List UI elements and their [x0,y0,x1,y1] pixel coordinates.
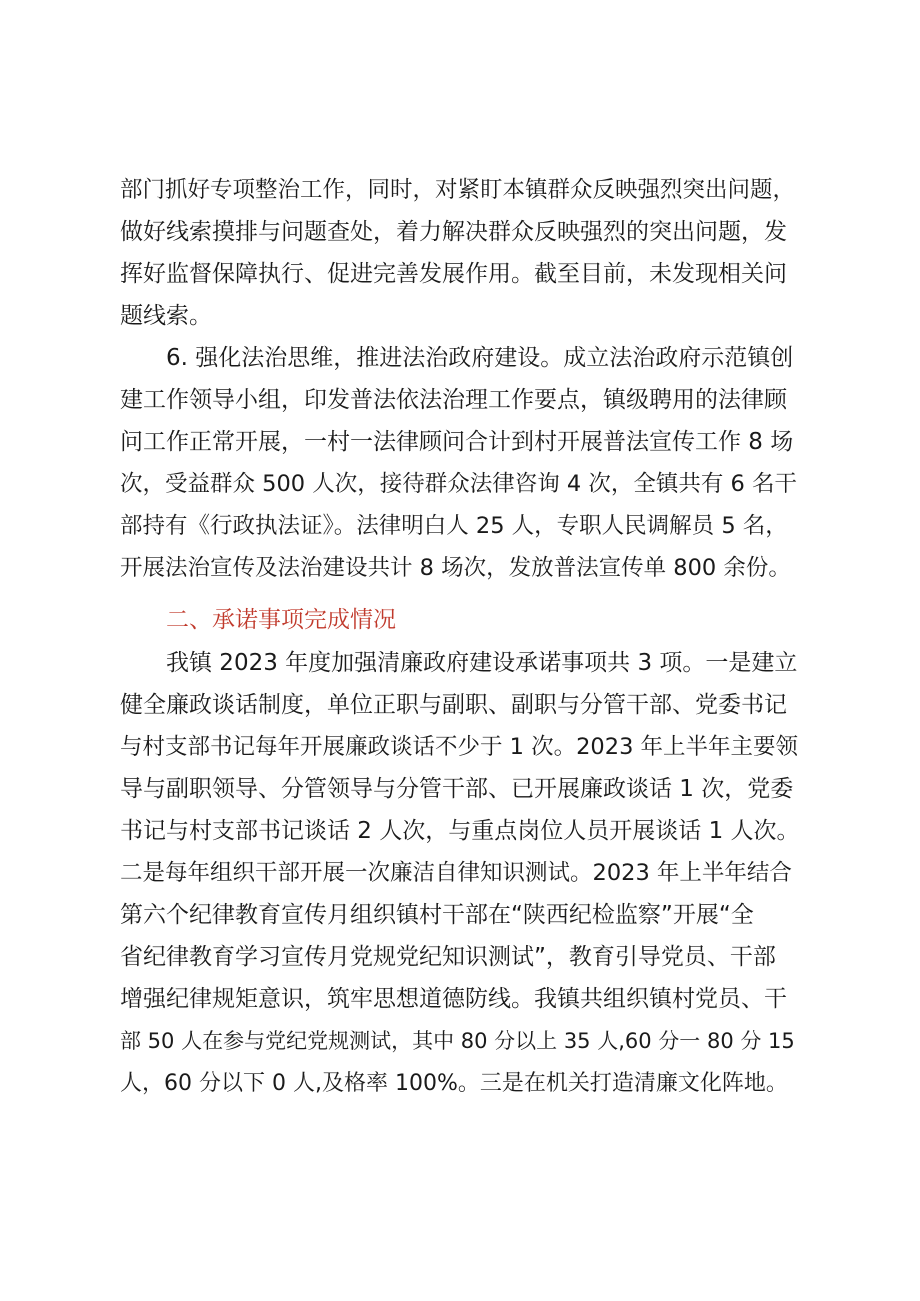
text-line: 省纪律教育学习宣传月党规党纪知识测试”，教育引导党员、干部 [120,944,776,970]
text-line: 二是每年组织干部开展一次廉洁自律知识测试。2023 年上半年结合 [120,860,792,886]
text-line: 我镇 2023 年度加强清廉政府建设承诺事项共 3 项。一是建立 [166,650,798,676]
text-line: 与村支部书记每年开展廉政谈话不少于 1 次。2023 年上半年主要领 [120,734,799,760]
text-line: 导与副职领导、分管领导与分管干部、已开展廉政谈话 1 次，党委 [120,776,794,802]
text-line: 部 50 人在参与党纪党规测试，其中 80 分以上 35 人,60 分一 80 分 15 [120,1029,795,1053]
text-line: 第六个纪律教育宣传月组织镇村干部在“陕西纪检监察”开展“全 [120,902,754,928]
section-heading: 二、承诺事项完成情况 [166,607,396,633]
text-line: 人，60 分以下 0 人,及格率 100%。三是在机关打造清廉文化阵地。 [120,1071,788,1096]
text-line: 做好线索摸排与问题查处，着力解决群众反映强烈的突出问题，发 [120,219,787,245]
section-heading-6: 6. 强化法治思维，推进法治政府建设。成立法治政府示范镇创 [166,345,794,371]
text-line: 问工作正常开展，一村一法律顾问合计到村开展普法宣传工作 8 场 [120,429,794,455]
text-line: 增强纪律规矩意识，筑牢思想道德防线。我镇共组织镇村党员、干 [120,986,787,1012]
text-line: 次，受益群众 500 人次，接待群众法律咨询 4 次，全镇共有 6 名干 [120,471,797,497]
text-line: 书记与村支部书记谈话 2 人次，与重点岗位人员开展谈话 1 人次。 [120,818,800,844]
text-line: 部持有《行政执法证》。法律明白人 25 人，专职人民调解员 5 名， [120,513,788,539]
text-line: 题线索。 [120,303,212,329]
text-line: 建工作领导小组，印发普法依法治理工作要点，镇级聘用的法律顾 [120,387,787,413]
text-line: 健全廉政谈话制度，单位正职与副职、副职与分管干部、党委书记 [120,692,787,718]
text-line: 部门抓好专项整治工作，同时，对紧盯本镇群众反映强烈突出问题， [120,177,796,203]
text-line: 开展法治宣传及法治建设共计 8 场次，发放普法宣传单 800 余份。 [120,555,791,581]
text-line: 挥好监督保障执行、促进完善发展作用。截至目前，未发现相关问 [120,261,787,287]
